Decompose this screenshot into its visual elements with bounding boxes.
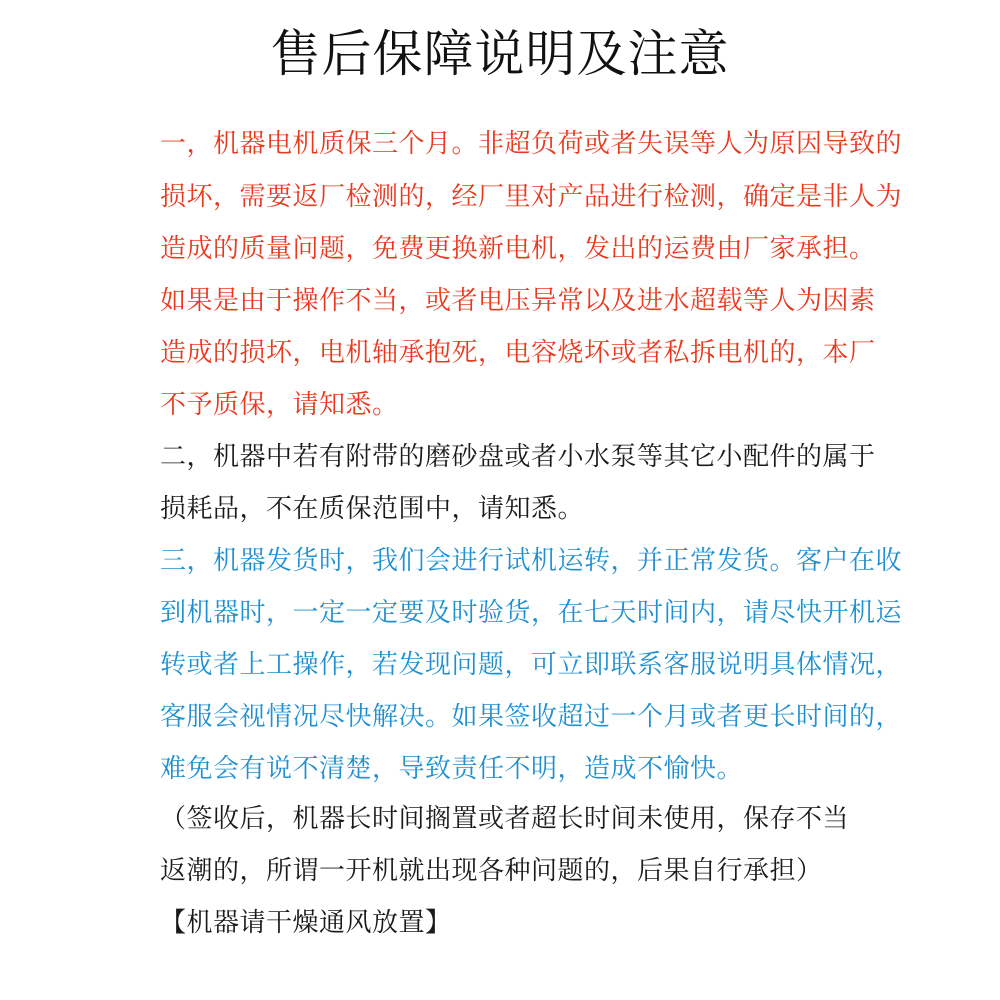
section2-line: 损耗品，不在质保范围中，请知悉。 xyxy=(160,494,585,524)
section3-line: 难免会有说不清楚，导致责任不明，造成不愉快。 xyxy=(160,754,744,784)
page-title: 售后保障说明及注意 xyxy=(270,25,730,83)
section3-line: 三，机器发货时，我们会进行试机运转，并正常发货。客户在收 xyxy=(160,546,903,576)
note-line: 返潮的，所谓一开机就出现各种问题的，后果自行承担） xyxy=(160,856,823,886)
section1-line: 造成的质量问题，免费更换新电机，发出的运费由厂家承担。 xyxy=(160,234,876,264)
section3-line: 客服会视情况尽快解决。如果签收超过一个月或者更长时间的， xyxy=(160,702,903,732)
section1-line: 不予质保，请知悉。 xyxy=(160,390,399,420)
section1-line: 一，机器电机质保三个月。非超负荷或者失误等人为原因导致的 xyxy=(160,129,903,159)
section2-line: 二，机器中若有附带的磨砂盘或者小水泵等其它小配件的属于 xyxy=(160,442,876,472)
section1-line: 损坏，需要返厂检测的，经厂里对产品进行检测，确定是非人为 xyxy=(160,182,903,212)
storage-reminder: 【机器请干燥通风放置】 xyxy=(160,908,452,938)
note-line: （签收后，机器长时间搁置或者超长时间未使用，保存不当 xyxy=(160,804,850,834)
section3-line: 转或者上工操作，若发现问题，可立即联系客服说明具体情况， xyxy=(160,650,903,680)
section1-line: 造成的损坏，电机轴承抱死，电容烧坏或者私拆电机的，本厂 xyxy=(160,338,876,368)
section3-line: 到机器时，一定一定要及时验货，在七天时间内，请尽快开机运 xyxy=(160,598,903,628)
section1-line: 如果是由于操作不当，或者电压异常以及进水超载等人为因素 xyxy=(160,286,876,316)
